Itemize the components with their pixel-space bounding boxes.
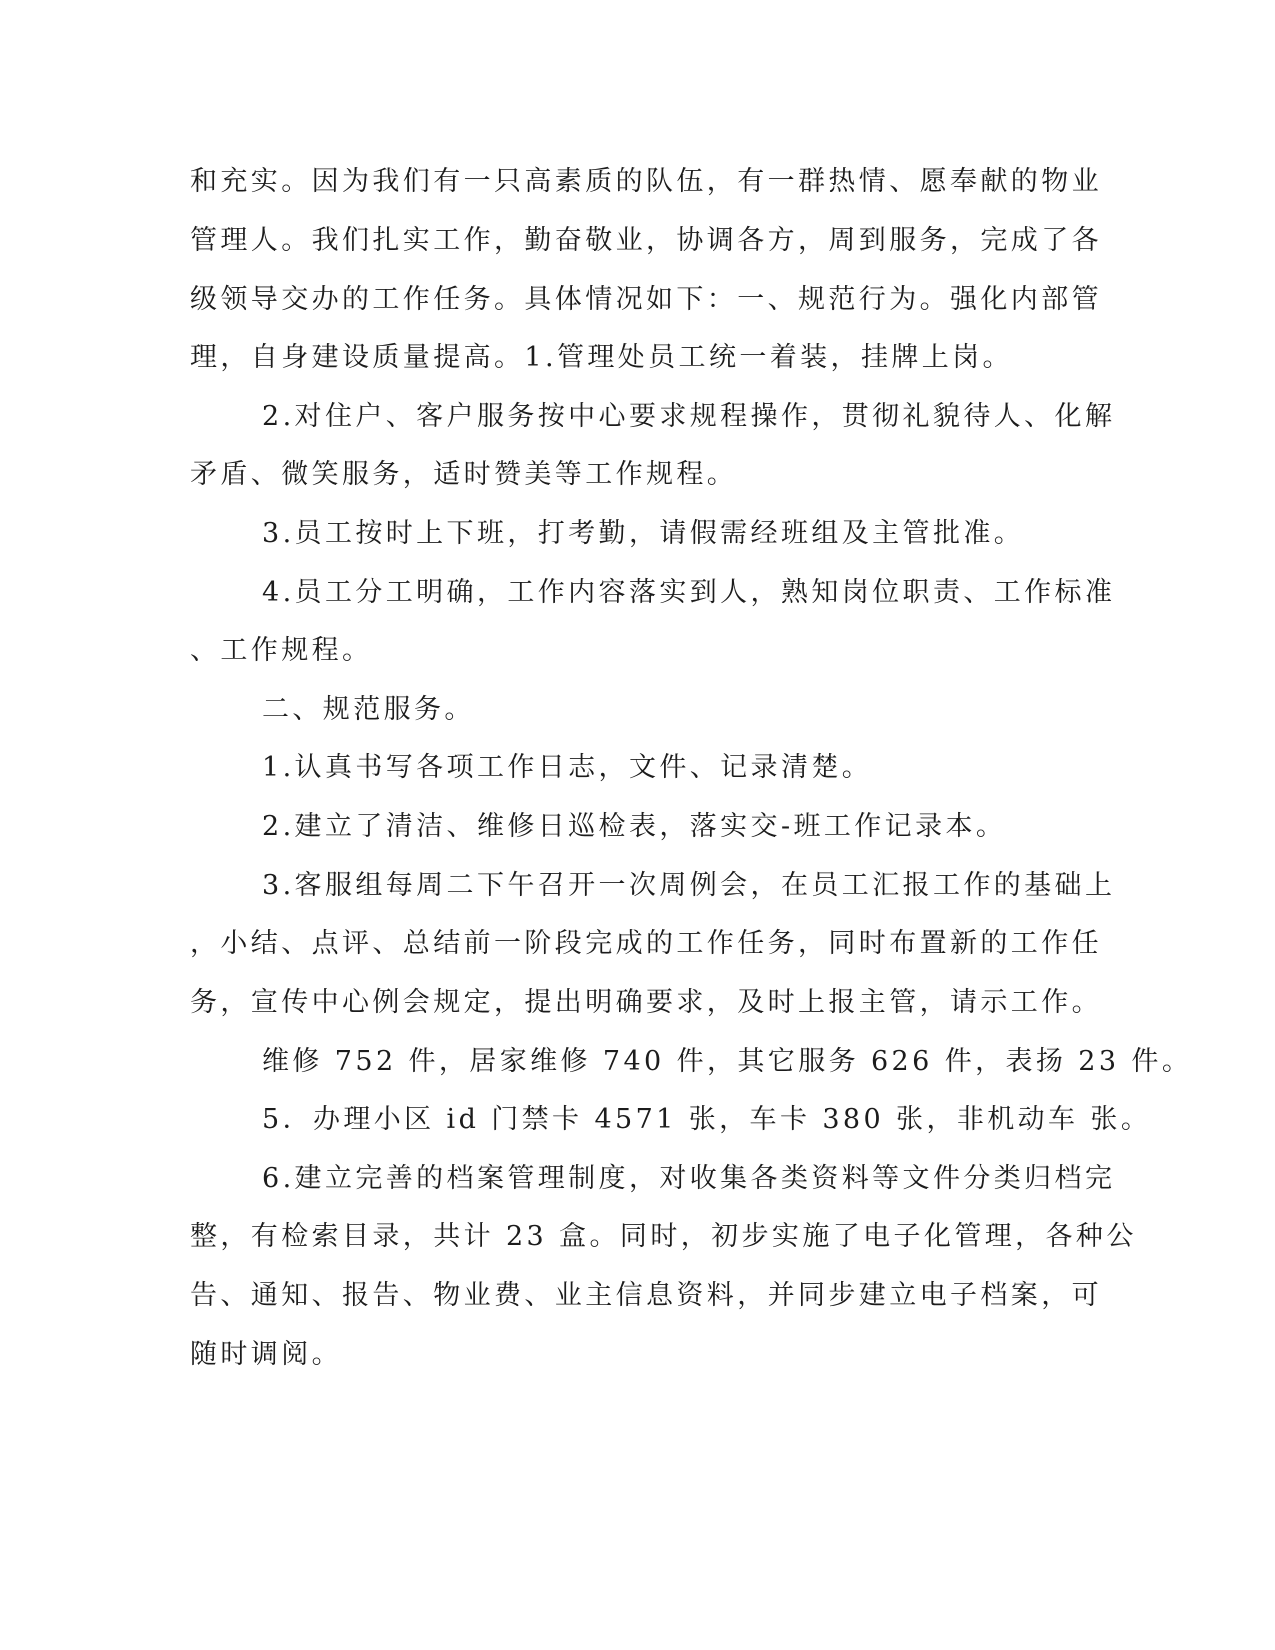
text-line: 级领导交办的工作任务。具体情况如下：一、规范行为。强化内部管 (190, 284, 1102, 315)
text-line: 5．办理小区 id 门禁卡 4571 张，车卡 380 张，非机动车 张。 (262, 1104, 1152, 1135)
text-line: 维修 752 件，居家维修 740 件，其它服务 626 件，表扬 23 件。 (262, 1046, 1193, 1077)
text-line: 随时调阅。 (190, 1339, 342, 1370)
text-line: 矛盾、微笑服务，适时赞美等工作规程。 (190, 459, 738, 490)
text-line: 和充实。因为我们有一只高素质的队伍，有一群热情、愿奉献的物业 (190, 166, 1102, 197)
text-line: 3.客服组每周二下午召开一次周例会，在员工汇报工作的基础上 (262, 870, 1116, 901)
text-line: 1.认真书写各项工作日志，文件、记录清楚。 (262, 752, 873, 783)
text-line: 2.建立了清洁、维修日巡检表，落实交-班工作记录本。 (262, 811, 1007, 842)
text-line: 告、通知、报告、物业费、业主信息资料，并同步建立电子档案，可 (190, 1280, 1102, 1311)
text-line: 管理人。我们扎实工作，勤奋敬业，协调各方，周到服务，完成了各 (190, 225, 1102, 256)
text-line: 6.建立完善的档案管理制度，对收集各类资料等文件分类归档完 (262, 1163, 1116, 1194)
text-line: 4.员工分工明确，工作内容落实到人，熟知岗位职责、工作标准 (262, 577, 1116, 608)
section-heading: 二、规范服务。 (262, 694, 475, 725)
text-line: ，小结、点评、总结前一阶段完成的工作任务，同时布置新的工作任 (190, 928, 1102, 959)
text-line: 、工作规程。 (190, 635, 373, 666)
text-line: 整，有检索目录，共计 23 盒。同时，初步实施了电子化管理，各种公 (190, 1221, 1137, 1252)
text-line: 理，自身建设质量提高。1.管理处员工统一着装，挂牌上岗。 (190, 342, 1013, 373)
text-line: 2.对住户、客户服务按中心要求规程操作，贯彻礼貌待人、化解 (262, 401, 1116, 432)
text-line: 3.员工按时上下班，打考勤，请假需经班组及主管批准。 (262, 518, 1025, 549)
text-line: 务，宣传中心例会规定，提出明确要求，及时上报主管，请示工作。 (190, 987, 1102, 1018)
